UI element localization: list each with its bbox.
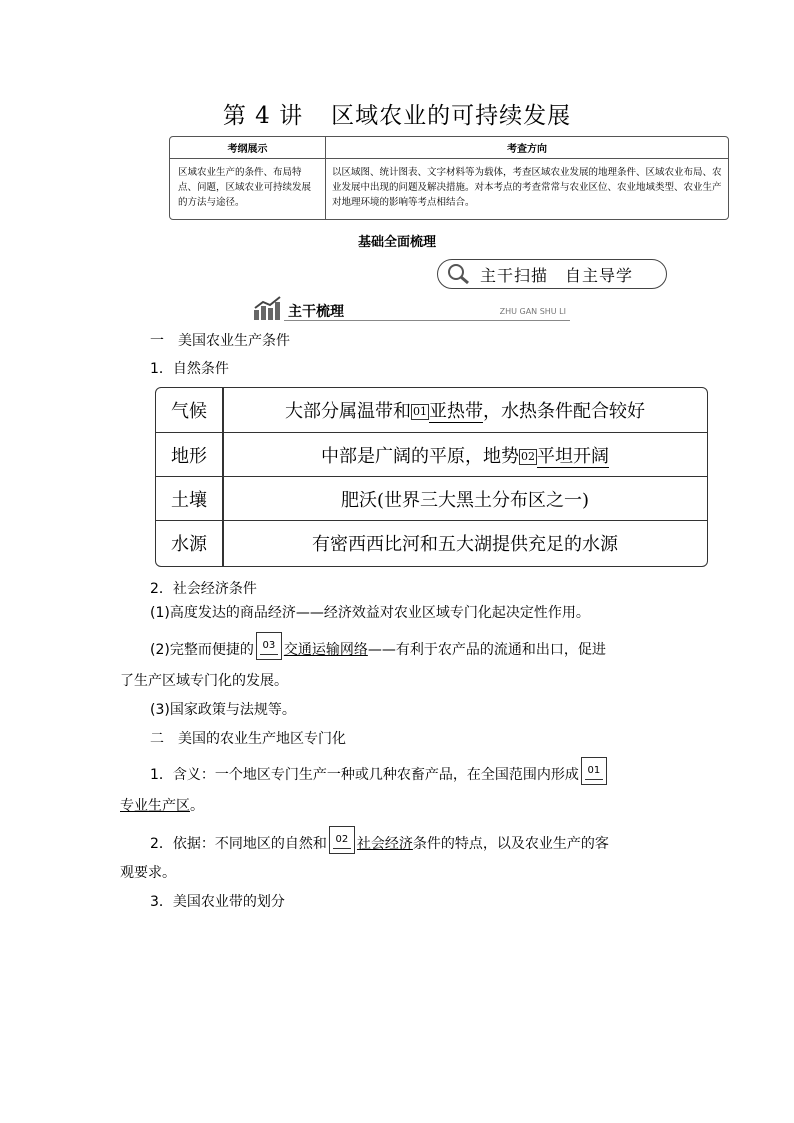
answer: 亚热带	[429, 401, 483, 422]
table-row	[156, 520, 707, 565]
basis-cont: 观要求。	[120, 865, 176, 881]
row-value: 有密西西比河和五大湖提供充足的水源	[312, 534, 618, 555]
lesson-number: 第 4 讲	[222, 103, 304, 129]
table-row	[156, 476, 707, 521]
table-row	[156, 432, 707, 477]
blank-number: 01	[413, 405, 427, 418]
lesson-title: 区域农业的可持续发展	[331, 103, 572, 129]
section-heading: 基础全面梳理	[357, 235, 436, 250]
table-row	[156, 388, 707, 432]
chart-trend-icon	[254, 296, 282, 320]
blank-tag: 03	[256, 632, 282, 660]
header-outline: 考纲展示	[227, 144, 268, 155]
blank-number: 02	[521, 450, 535, 463]
section-bar	[254, 296, 570, 322]
answer: 专业生产区	[120, 798, 190, 814]
outline-text: 区域农业生产的条件、布局特点、问题，区域农业可持续发展的方法与途径。	[178, 167, 312, 208]
row-key: 气候	[171, 401, 207, 422]
social-item-2: (2)完整而便捷的 03 交通运输网络——有利于农产品的流通和出口，促进	[150, 632, 710, 665]
natural-conditions-table	[155, 387, 708, 567]
definition: 1．含义：一个地区专门生产一种或几种农畜产品，在全国范围内形成 01	[150, 757, 710, 790]
row-key: 地形	[171, 446, 207, 467]
social-conditions-heading: 2．社会经济条件	[150, 581, 257, 597]
header-direction: 考查方向	[507, 144, 547, 155]
scan-banner	[437, 259, 667, 289]
exam-outline-table	[169, 136, 729, 220]
basis: 2．依据：不同地区的自然和 02 社会经济条件的特点，以及农业生产的客	[150, 826, 710, 859]
row-value: 中部是广阔的平原，地势 02 平坦开阔	[321, 446, 609, 467]
natural-conditions-heading: 1．自然条件	[150, 361, 229, 377]
answer: 交通运输网络	[283, 642, 368, 658]
section-bar-underline	[284, 320, 570, 321]
answer: 平坦开阔	[537, 446, 609, 467]
row-key: 土壤	[171, 490, 207, 511]
direction-text: 以区域图、统计图表、文字材料等为载体，考查区域农业发展的地理条件、区域农业布局、农业发展中出现的问题及解决措施。对本考点的考查常常与农业区位、农业地域类型、农业生产对地理环境的影响等考点相结合。	[332, 167, 722, 208]
page-title	[0, 97, 794, 130]
definition-cont: 专业生产区。	[120, 798, 204, 814]
social-item-1: (1)高度发达的商品经济——经济效益对农业区域专门化起决定性作用。	[150, 605, 590, 621]
blank-tag: 01	[581, 757, 607, 785]
social-item-2-cont: 了生产区域专门化的发展。	[120, 673, 288, 689]
section-bar-label: 主干梳理	[288, 304, 344, 320]
scan-banner-text: 主干扫描 自主导学	[480, 266, 634, 285]
row-value: 大部分属温带和 01 亚热带，水热条件配合较好	[285, 401, 645, 422]
agri-belt-heading: 3．美国农业带的划分	[150, 894, 285, 910]
section-bar-pinyin: ZHU GAN SHU LI	[499, 307, 566, 316]
magnifier-icon	[446, 263, 472, 285]
row-value: 肥沃(世界三大黑土分布区之一)	[340, 490, 590, 511]
part2-heading: 二 美国的农业生产地区专门化	[150, 731, 346, 747]
blank-tag: 02	[329, 826, 355, 854]
social-item-3: (3)国家政策与法规等。	[150, 702, 296, 718]
part1-heading: 一 美国农业生产条件	[150, 333, 290, 349]
row-key: 水源	[171, 534, 207, 555]
answer: 社会经济	[356, 836, 413, 852]
